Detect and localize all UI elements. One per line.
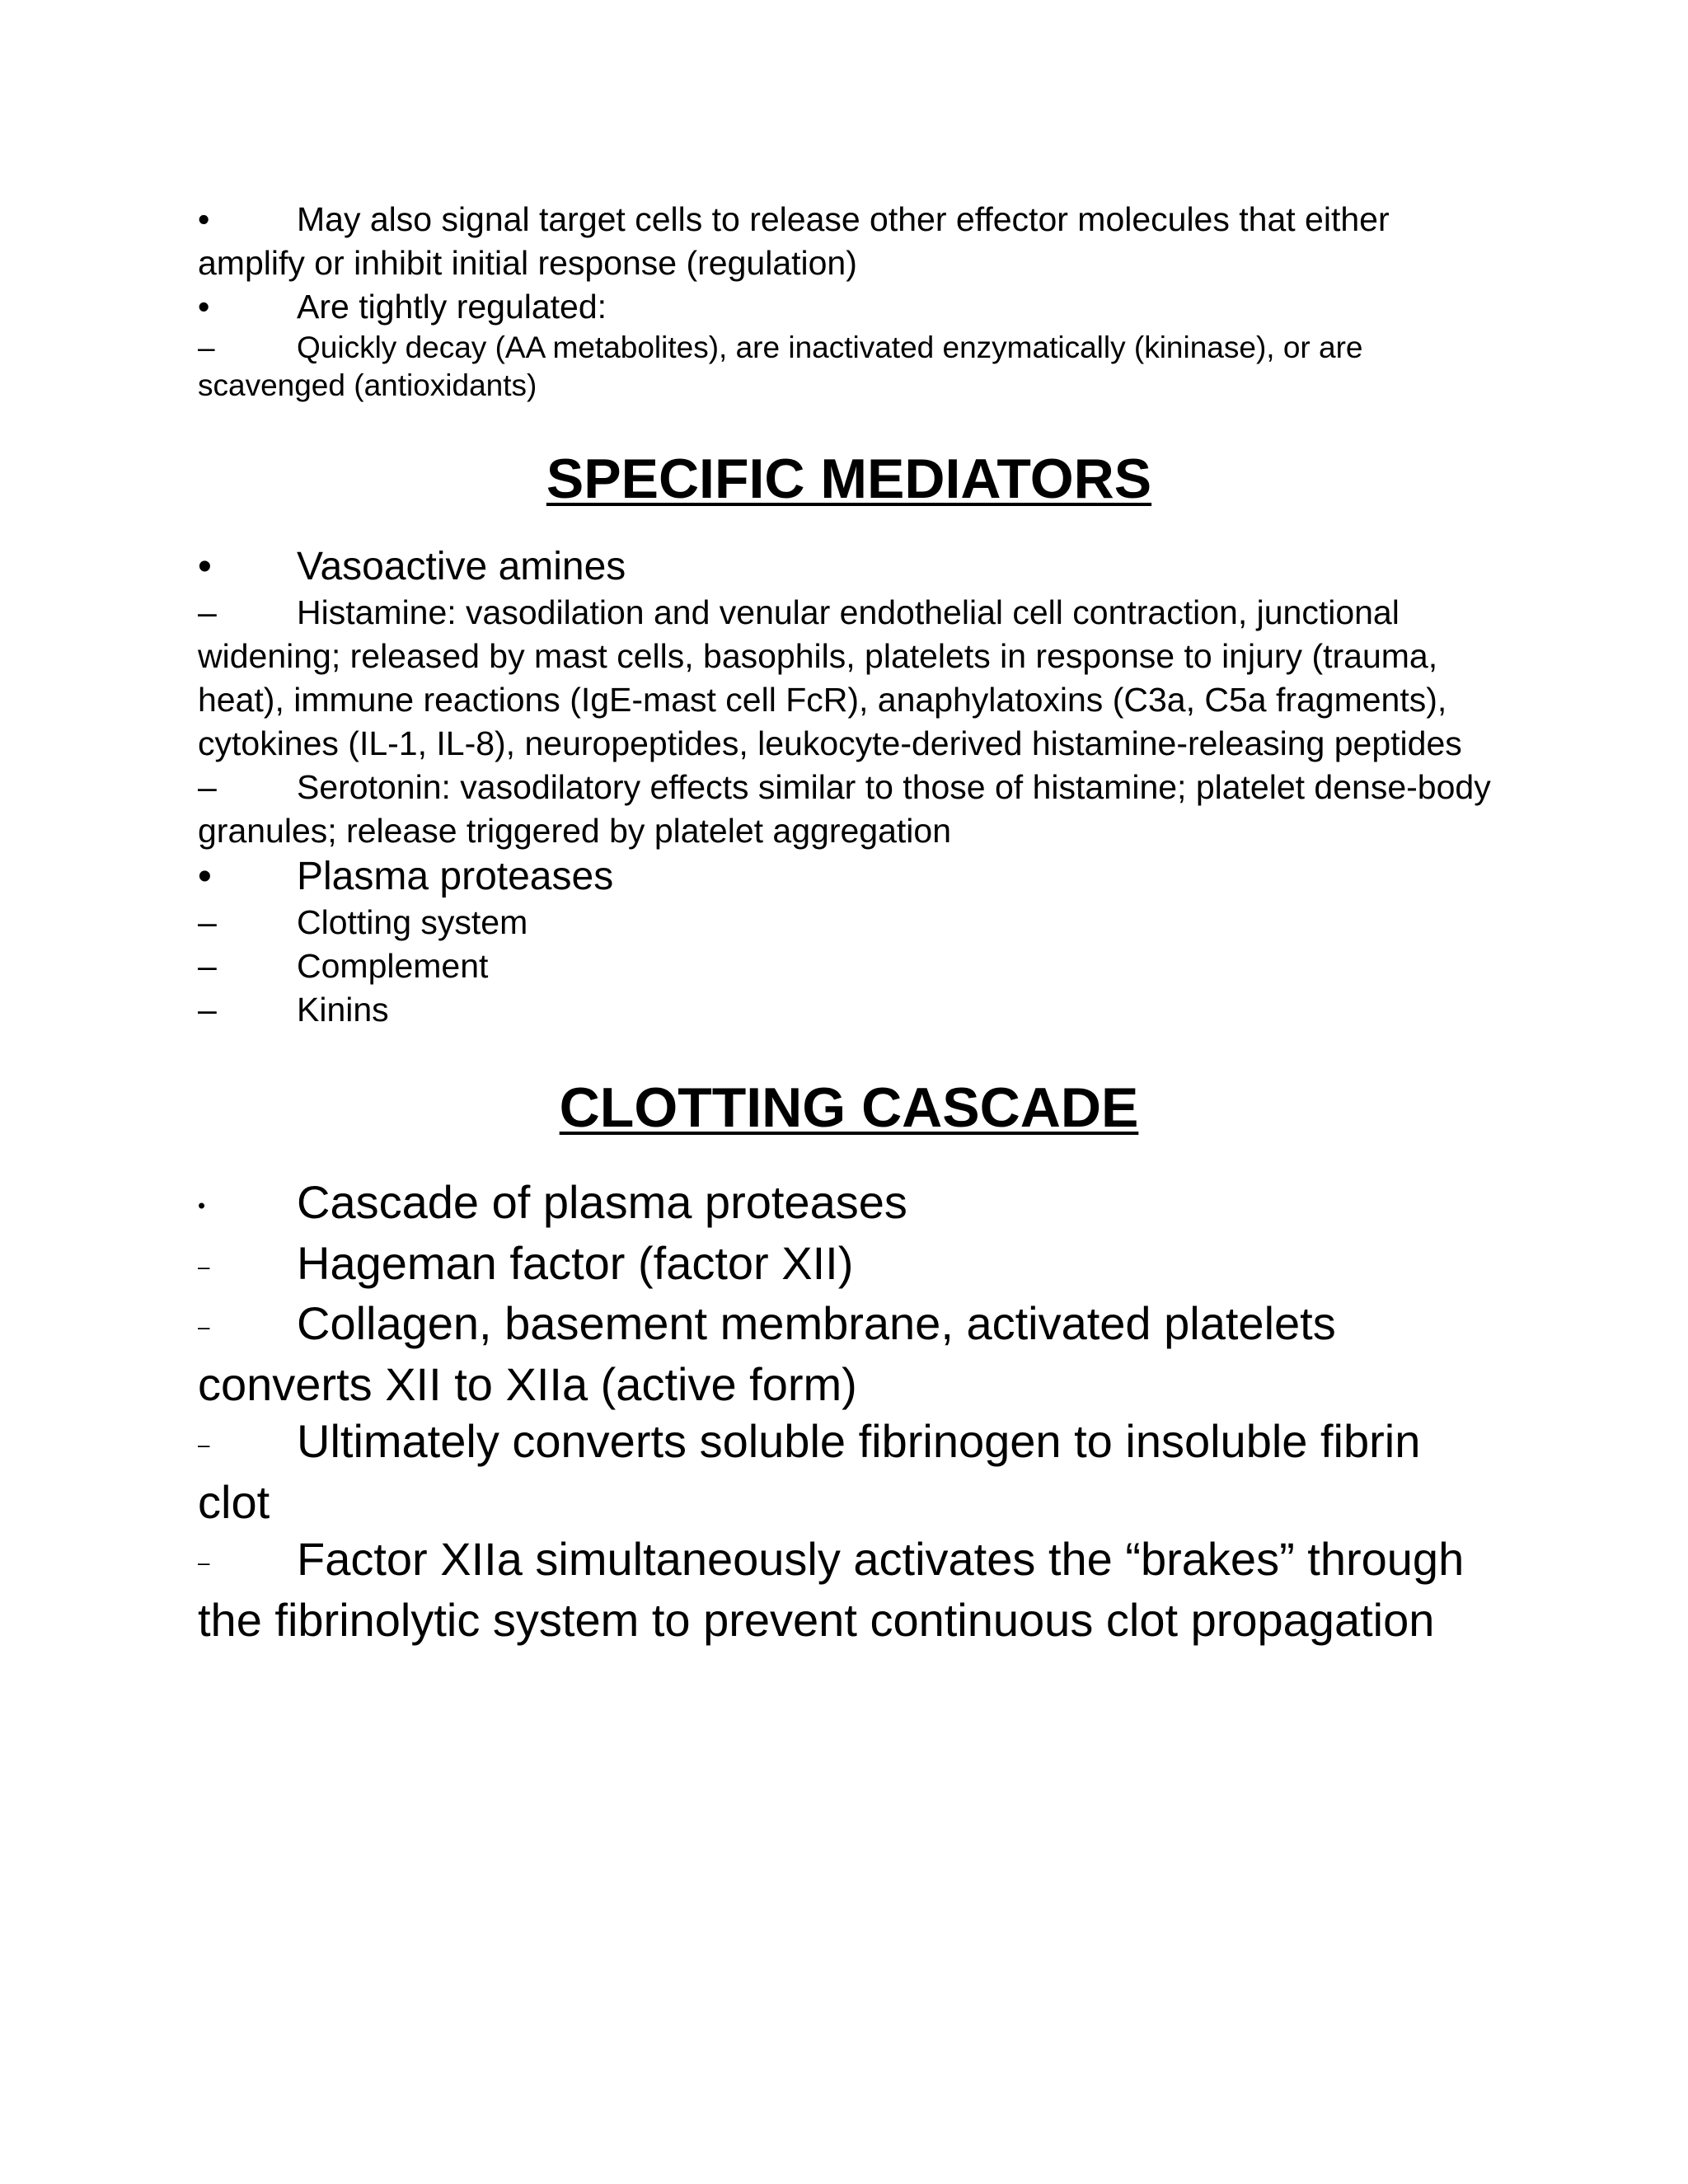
dash-marker [198, 1295, 297, 1356]
section-heading-clotting-cascade: CLOTTING CASCADE [559, 1076, 1139, 1139]
section-heading-specific-mediators: SPECIFIC MEDIATORS [546, 448, 1152, 510]
bullet-marker-glyph: • [198, 1193, 206, 1218]
list-item [198, 944, 1500, 988]
list-item [198, 543, 1500, 591]
list-item [198, 853, 1500, 901]
clotting-cascade-section [198, 1174, 1500, 1648]
list-item [198, 1295, 1500, 1413]
dash-marker-glyph: – [198, 1549, 210, 1575]
dash-marker-glyph: – [198, 1315, 210, 1340]
document-page [198, 198, 1500, 1648]
list-item-text: Complement [297, 947, 489, 985]
dash-marker: – [198, 330, 215, 364]
list-item [198, 1413, 1500, 1530]
bullet-marker: • [198, 288, 210, 326]
dash-marker: – [198, 947, 217, 985]
list-item [198, 1174, 1500, 1235]
dash-marker [198, 1235, 297, 1296]
list-item-text: Kinins [297, 991, 389, 1029]
list-item-text: Cascade of plasma proteases [297, 1176, 907, 1228]
list-item [198, 285, 1500, 329]
bullet-marker: • [198, 545, 212, 588]
dash-marker [198, 1413, 297, 1474]
list-item-text: Collagen, basement membrane, activated platelets converts XII to XIIa (active form) [198, 1297, 1336, 1411]
dash-marker-glyph: – [198, 1432, 210, 1457]
dash-marker: – [198, 903, 217, 941]
list-item-text: Serotonin: vasodilatory effects similar to those of histamine; platelet dense-body granules; release triggered by platelet aggregation [198, 768, 1491, 850]
list-item-text: Factor XIIa simultaneously activates the “brakes” through the fibrinolytic system to prevent continuous clot propagation [198, 1532, 1465, 1646]
dash-marker [198, 1530, 297, 1591]
list-item [198, 901, 1500, 944]
bullet-marker: • [198, 200, 210, 238]
dash-marker: – [198, 991, 217, 1029]
specific-mediators-section [198, 543, 1500, 1032]
list-item [198, 766, 1500, 853]
list-item [198, 198, 1500, 285]
list-item-text: Vasoactive amines [297, 545, 626, 588]
list-item-text: Quickly decay (AA metabolites), are inactivated enzymatically (kininase), or are scavenged (antioxidants) [198, 330, 1363, 402]
bullet-marker: • [198, 855, 212, 898]
list-item [198, 1235, 1500, 1296]
list-item-text: Ultimately converts soluble fibrinogen to insoluble fibrin clot [198, 1415, 1421, 1528]
list-item-text: Histamine: vasodilation and venular endothelial cell contraction, junctional widening; released by mast cells, basophils, platelets in response to injury (trauma, heat), immune reactions (IgE-mast cell FcR), anaphylatoxins (C3a, C5a fragments), cytokines (IL-1, IL-8), neuropeptides, leukocyte-derived histamine-releasing peptides [198, 593, 1462, 762]
dash-marker-glyph: – [198, 1254, 210, 1279]
dash-marker: – [198, 768, 217, 806]
list-item-text: Hageman factor (factor XII) [297, 1236, 854, 1289]
list-item [198, 1530, 1500, 1648]
list-item-text: Plasma proteases [297, 855, 614, 898]
list-item-text: Clotting system [297, 903, 528, 941]
list-item-text: Are tightly regulated: [297, 288, 607, 326]
list-item-text: May also signal target cells to release other effector molecules that either amplify or inhibit initial response (regulation) [198, 200, 1390, 282]
bullet-marker [198, 1174, 297, 1235]
list-item [198, 591, 1500, 766]
dash-marker: – [198, 593, 217, 631]
intro-section [198, 198, 1500, 405]
list-item [198, 988, 1500, 1032]
list-item [198, 329, 1500, 405]
